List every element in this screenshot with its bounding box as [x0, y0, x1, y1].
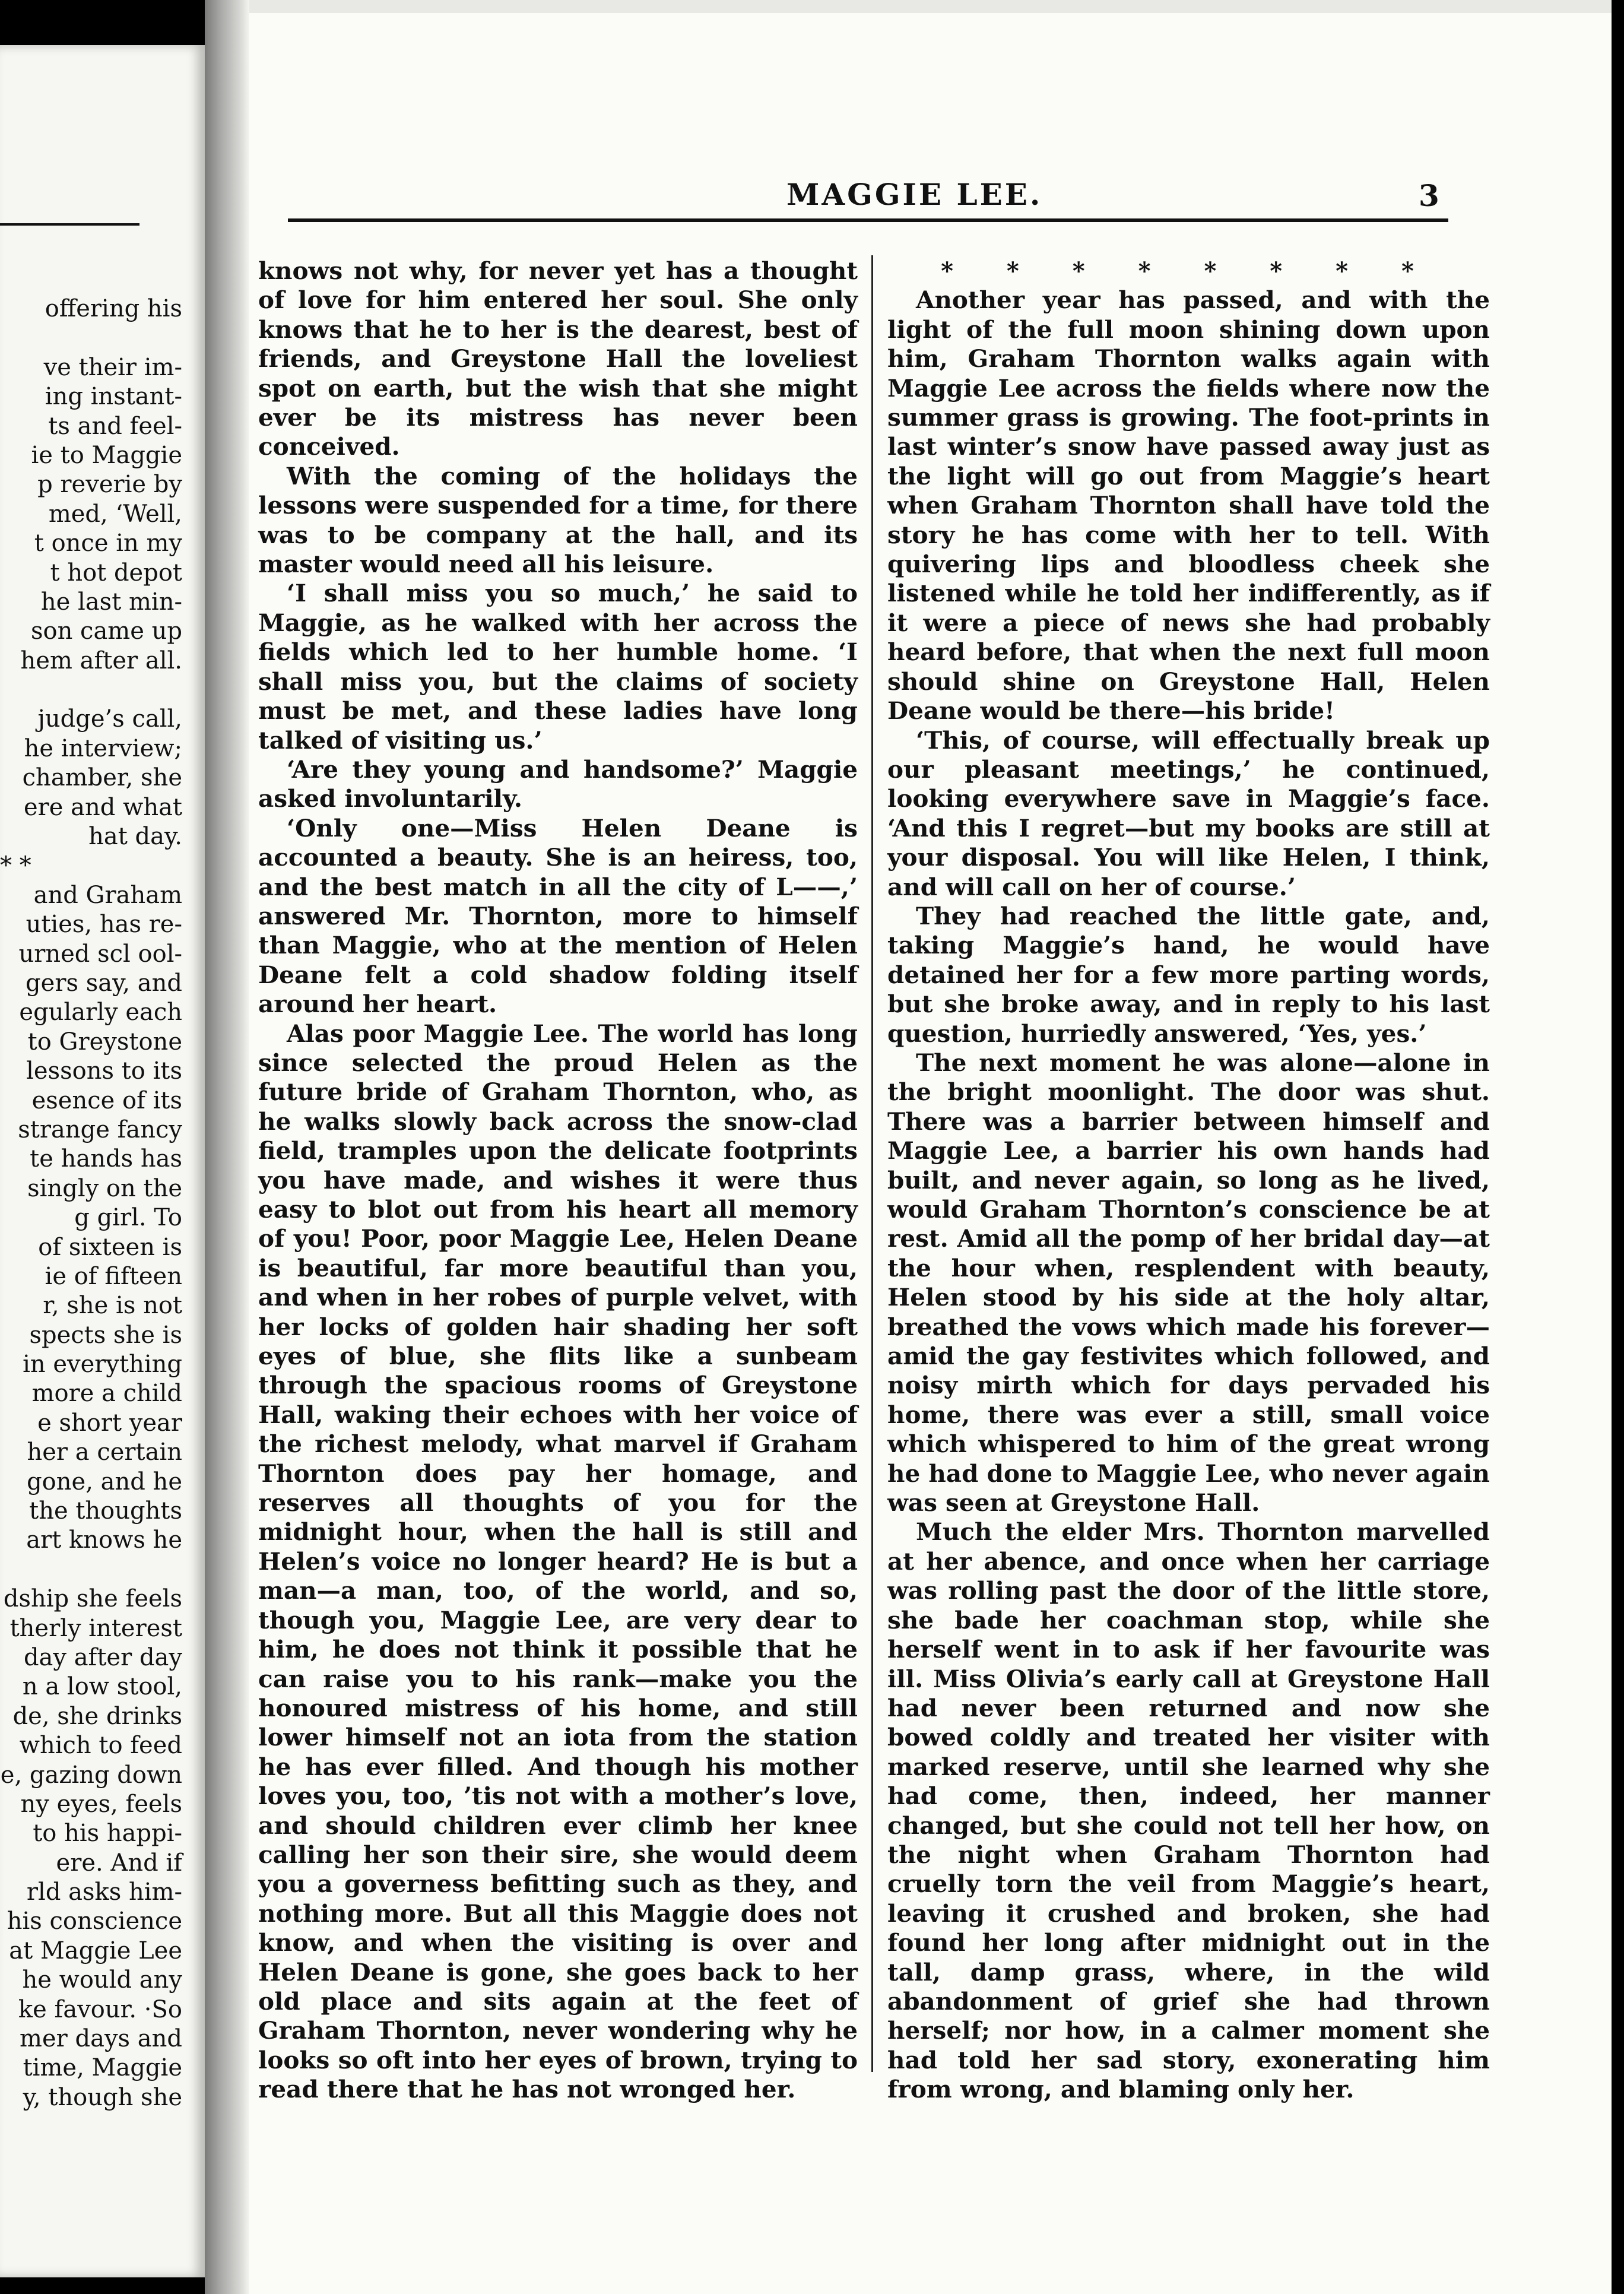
facing-page-line: uties, has re-: [26, 911, 182, 939]
facing-page-line: ke favour. ·So: [18, 1995, 182, 2023]
paragraph: Alas poor Maggie Lee. The world has long since selected the proud Helen as the future bride of Graham Thornton, who, as he walks slowly back across the snow-clad field, tramples upon the delicate footprints you have made, and wishes it were thus easy to blot out from his heart all memory of you! Poor, poor Maggie Lee, Helen Deane is beautiful, far more beautiful than you, and when in her robes of purple velvet, with her locks of golden hair shading her soft eyes of blue, she flits like a sunbeam through the spacious rooms of Greystone Hall, waking their echoes with her voice of the richest melody, what marvel if Graham Thornton does pay her homage, and reserves all thoughts of you for the midnight hour, when the hall is still and Helen’s voice no longer heard? He is but a man—a man, too, of the world, and so, though you, Maggie Lee, are very dear to him, he does not think it possible that he can raise you to his rank—make you the honoured mistress of his home, and still lower himself not an iota from the station he has ever filled. And though his mother loves you, too, ’tis not with a mother’s love, and should children ever climb her knee calling her son their sire, she would deem you a governess befitting such as they, and nothing more. But all this Maggie does not know, and when the visiting is over and Helen Deane is gone, she goes back to her old place and sits again at the feet of Graham Thornton, never wondering why he looks so oft into her eyes of brown, trying to read there that he has not wronged her.: [258, 1019, 858, 2104]
facing-page-line: hat day.: [88, 823, 182, 851]
facing-page-line: spects she is: [29, 1321, 182, 1349]
paragraph: With the coming of the holidays the lessons were suspended for a time, for there was to be company at the hall, and its master would need all his leisure.: [258, 461, 858, 579]
facing-page-line: hem after all.: [20, 647, 182, 674]
facing-page-line: mer days and: [20, 2025, 182, 2053]
facing-page-line: her a certain: [27, 1438, 182, 1466]
facing-page-line: e short year: [37, 1409, 182, 1437]
facing-page-line: son came up: [30, 617, 182, 645]
facing-page-line: he last min-: [40, 588, 182, 616]
facing-page-line: gers say, and: [26, 969, 182, 997]
paragraph: The next moment he was alone—alone in the bright moonlight. The door was shut. There was a barrier between himself and Maggie Lee, a barrier his own hands had built, and never again, so long as he lived, would Graham Thornton’s conscience be at rest. Amid all the pomp of her bridal day—at the hour when, resplendent with beauty, Helen stood by his side at the holy altar, breathed the vows which made his forever—amid the gay festivites which followed, and noisy mirth which for days pervaded his home, there was ever a still, small voice which whispered to him of the great wrong he had done to Maggie Lee, who never again was seen at Greystone Hall.: [887, 1048, 1490, 1517]
facing-page-line: g girl. To: [74, 1204, 182, 1232]
facing-page-line: dship she feels: [3, 1585, 182, 1613]
paragraph: ‘I shall miss you so much,’ he said to Maggie, as he walked with her across the fields which led to her humble home. ‘I shall miss you, but the claims of society must be met, and these ladies have long talked of visiting us.’: [258, 579, 858, 755]
facing-page-line: [0, 324, 199, 353]
facing-page-line: offering his: [45, 295, 182, 322]
paragraph: ‘This, of course, will effectually break up our pleasant meetings,’ he continued, looking everywhere save in Maggie’s face. ‘And this I regret—but my books are still at your disposal. You will like Helen, I think, and will call on her of course.’: [887, 725, 1490, 901]
facing-page-line: de, she drinks: [12, 1702, 182, 1730]
facing-page-line: ny eyes, feels: [20, 1790, 182, 1818]
facing-page-fragment: [0, 45, 205, 2277]
facing-page-line: egularly each: [19, 999, 182, 1026]
column-rule: [871, 255, 873, 2072]
facing-page-line: med, ‘Well,: [48, 500, 182, 528]
facing-page-line: art knows he: [26, 1526, 182, 1554]
facing-page-line: time, Maggie: [23, 2054, 182, 2082]
facing-page-line: he interview;: [24, 734, 182, 762]
facing-page-line: which to feed: [19, 1732, 182, 1760]
paragraph: ‘Only one—Miss Helen Deane is accounted a beauty. She is an heiress, too, and the best match in all the city of L——,’ answered Mr. Thornton, more to himself than Maggie, who at the mention of Helen Deane felt a cold shadow folding itself around her heart.: [258, 813, 858, 1019]
facing-page-line: ie of fifteen: [45, 1262, 182, 1290]
facing-page-line: of sixteen is: [38, 1233, 182, 1261]
facing-page-line: lessons to its: [26, 1057, 182, 1085]
facing-page-line: ts and feel-: [48, 412, 182, 440]
facing-page-line: ie to Maggie: [31, 441, 182, 469]
facing-page-line: te hands has: [30, 1145, 182, 1173]
paragraph: knows not why, for never yet has a thought of love for him entered her soul. She only knows that he to her is the dearest, best of friends, and Greystone Hall the loveliest spot on earth, but the wish that she might ever be its mistress has never been conceived.: [258, 256, 858, 461]
facing-page-line: more a child: [31, 1380, 182, 1408]
facing-page-line: [0, 1555, 199, 1585]
facing-page-line: urned scl ool-: [18, 940, 182, 968]
facing-page-text: [0, 294, 199, 2112]
facing-page-line: t hot depot: [50, 559, 182, 587]
page-number: 3: [1419, 178, 1439, 213]
facing-page-line: and Graham: [33, 881, 182, 909]
page-gutter-shadow: [205, 0, 249, 2294]
text-column-left: [258, 256, 858, 2105]
facing-page-line: ere. And if: [56, 1849, 182, 1877]
facing-page-line: therly interest: [9, 1614, 182, 1642]
facing-page-line: [0, 676, 199, 705]
facing-page-line: to his happi-: [33, 1820, 182, 1848]
facing-page-line: ere and what: [23, 793, 182, 821]
facing-page-line: rld asks him-: [26, 1878, 182, 1906]
facing-page-line: e, gazing down: [0, 1761, 182, 1789]
paragraph: ‘Are they young and handsome?’ Maggie asked involuntarily.: [258, 755, 858, 813]
facing-page-line: strange fancy: [18, 1116, 182, 1143]
facing-page-line: chamber, she: [22, 764, 182, 792]
section-break-stars: * * * * * * * *: [941, 257, 1436, 285]
facing-page-line: in everything: [23, 1351, 182, 1379]
running-title: MAGGIE LEE.: [786, 177, 1043, 212]
facing-page-line: t once in my: [34, 530, 182, 557]
paragraph: Much the elder Mrs. Thornton marvelled at her abence, and once when her carriage was rolling past the door of the little store, she bade her coachman stop, while she herself went in to ask if her favourite was ill. Miss Olivia’s early call at Greystone Hall had never been returned and now she bowed coldly and treated her visiter with marked reserve, until she learned why she had come, then, indeed, her manner changed, but she could not tell her how, on the night when Graham Thornton had cruelly torn the veil from Maggie’s heart, leaving it crushed and broken, she had found her long after midnight out in the tall, damp grass, where, in the wild abandonment of grief she had thrown herself; nor how, in a calmer moment she had told her sad story, exonerating him from wrong, and blaming only her.: [887, 1517, 1490, 2104]
facing-page-line: gone, and he: [27, 1468, 182, 1495]
facing-page-line: y, though she: [23, 2083, 182, 2111]
facing-page-line: singly on the: [27, 1174, 182, 1202]
facing-page-line: his conscience: [7, 1908, 182, 1935]
text-column-right: [887, 256, 1490, 2105]
facing-page-line: ve their im-: [43, 353, 182, 381]
facing-page-line: at Maggie Lee: [9, 1937, 182, 1965]
facing-page-line: * *: [0, 852, 31, 880]
facing-page-line: r, she is not: [43, 1292, 182, 1320]
facing-page-line: esence of its: [31, 1086, 182, 1114]
paragraph: Another year has passed, and with the light of the full moon shining down upon him, Graham Thornton walks again with Maggie Lee across the fields where now the summer grass is growing. The foot-prints in last winter’s snow have passed away just as the light will go out from Maggie’s heart when Graham Thornton shall have told the story he has come with her to tell. With quivering lips and bloodless cheek she listened while he told her indifferently, as if it were a piece of news she had probably heard before, that when the next full moon should shine on Greystone Hall, Helen Deane would be there—his bride!: [887, 286, 1490, 725]
facing-page-line: judge’s call,: [37, 705, 182, 733]
facing-page-line: day after day: [23, 1643, 182, 1671]
facing-page-header-rule: [0, 223, 139, 226]
paragraph: They had reached the little gate, and, taking Maggie’s hand, he would have detained her for a few more parting words, but she broke away, and in reply to his last question, hurriedly answered, ‘Yes, yes.’: [887, 901, 1490, 1048]
header-rule: [288, 218, 1448, 222]
main-page: [205, 0, 1612, 2294]
facing-page-line: ing instant-: [45, 383, 182, 411]
facing-page-line: n a low stool,: [22, 1673, 182, 1701]
facing-page-line: p reverie by: [37, 471, 182, 499]
facing-page-line: he would any: [22, 1966, 182, 1994]
facing-page-line: to Greystone: [27, 1028, 182, 1056]
facing-page-line: the thoughts: [29, 1497, 182, 1525]
page-top-edge: [205, 0, 1612, 13]
